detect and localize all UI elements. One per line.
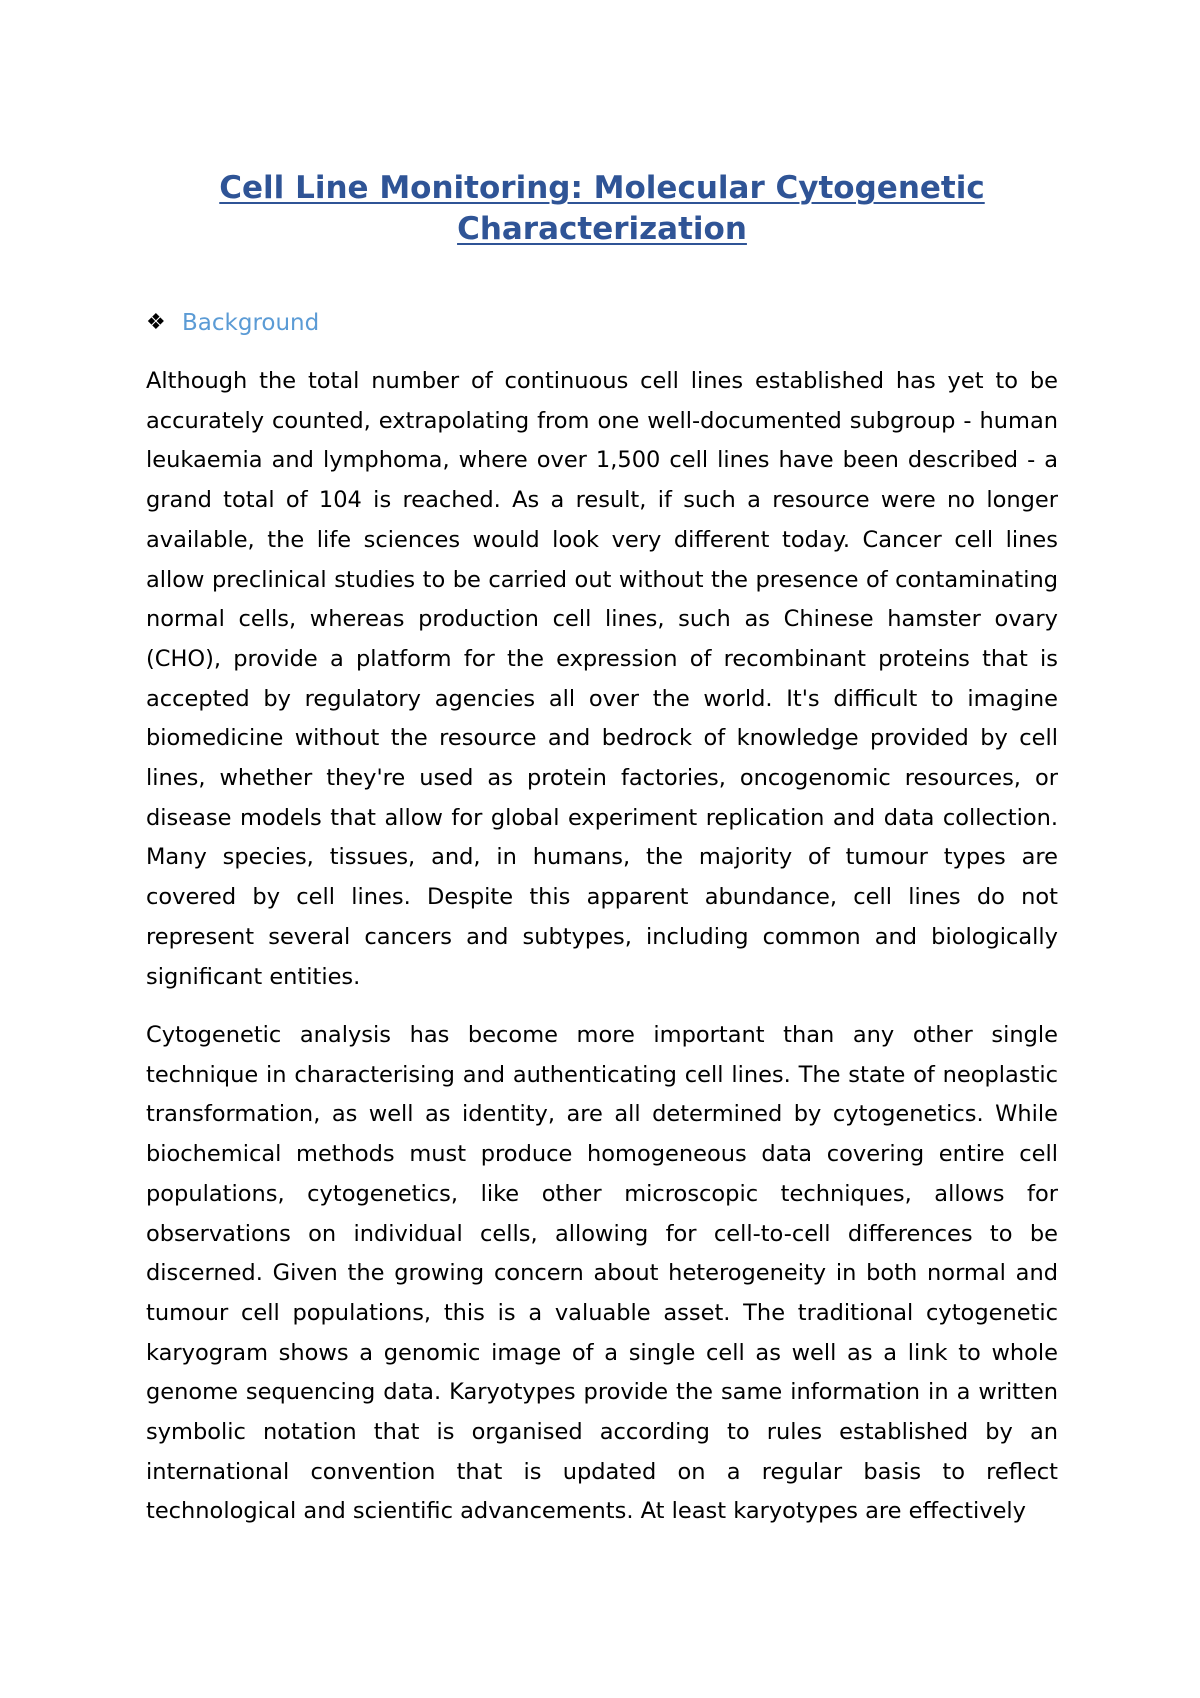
- section-heading-background: [146, 309, 319, 337]
- body-paragraph-1: Although the total number of continuous cell lines established has yet to be accurately counted, extrapolating from one well-documented subgroup - human leukaemia and lymphoma, where over 1,500 cell lines have been described - a grand total of 104 is reached. As a result, if such a resource were no longer available, the life sciences would look very different today. Cancer cell lines allow preclinical studies to be carried out without the presence of contaminating normal cells, whereas production cell lines, such as Chinese hamster ovary (CHO), provide a platform for the expression of recombinant proteins that is accepted by regulatory agencies all over the world. It's difficult to imagine biomedicine without the resource and bedrock of knowledge provided by cell lines, whether they're used as protein factories, oncogenomic resources, or disease models that allow for global experiment replication and data collection. Many species, tissues, and, in humans, the majority of tumour types are covered by cell lines. Despite this apparent abundance, cell lines do not represent several cancers and subtypes, including common and biologically significant entities.: [146, 368, 1058, 990]
- diamond-bullet-icon: ❖: [146, 310, 166, 335]
- section-heading-label: Background: [182, 310, 320, 336]
- body-paragraph-2: Cytogenetic analysis has become more important than any other single technique in characterising and authenticating cell lines. The state of neoplastic transformation, as well as identity, are all determined by cytogenetics. While biochemical methods must produce homogeneous data covering entire cell populations, cytogenetics, like other microscopic techniques, allows for observations on individual cells, allowing for cell-to-cell differences to be discerned. Given the growing concern about heterogeneity in both normal and tumour cell populations, this is a valuable asset. The traditional cytogenetic karyogram shows a genomic image of a single cell as well as a link to whole genome sequencing data. Karyotypes provide the same information in a written symbolic notation that is organised according to rules established by an international convention that is updated on a regular basis to reflect technological and scientific advancements. At least karyotypes are effectively: [146, 1022, 1058, 1525]
- document-title: Cell Line Monitoring: Molecular Cytogenetic Characterization: [219, 170, 985, 247]
